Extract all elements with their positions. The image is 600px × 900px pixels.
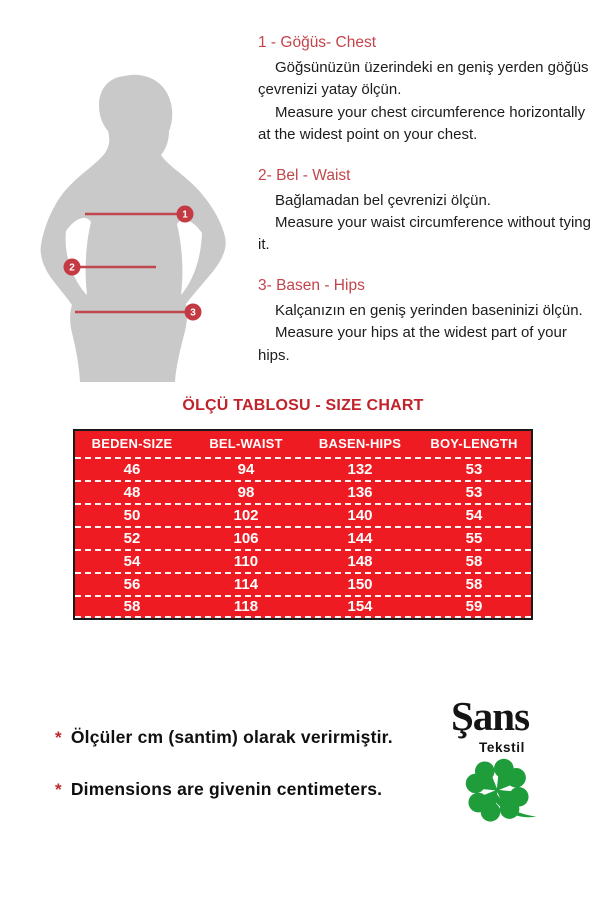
clover-icon — [458, 750, 538, 832]
cell-waist: 102 — [233, 507, 259, 524]
cell-size: 58 — [123, 598, 141, 615]
body-measurement-figure — [35, 72, 235, 384]
waist-text-turkish: Bağlamadan bel çevrenizi ölçün. — [275, 191, 491, 209]
cell-size: 50 — [123, 507, 141, 524]
instruction-waist — [258, 166, 595, 257]
note-turkish-text: Ölçüler cm (santim) olarak verirmiştir. — [70, 727, 393, 747]
cell-size: 52 — [123, 530, 141, 547]
cell-hips: 148 — [347, 553, 373, 570]
cell-waist: 98 — [237, 484, 255, 501]
size-chart-title: ÖLÇÜ TABLOSU - SIZE CHART — [182, 397, 424, 414]
cell-hips: 144 — [347, 530, 373, 547]
header-basen-hips: BASEN-HIPS — [318, 436, 402, 451]
instruction-chest — [258, 33, 595, 147]
table-row — [75, 549, 531, 572]
cell-size: 56 — [123, 576, 141, 593]
cell-waist: 114 — [233, 576, 259, 593]
cell-length: 54 — [465, 507, 483, 524]
cell-waist: 94 — [237, 461, 255, 478]
badge-1-number: 1 — [182, 209, 188, 221]
note-english-text: Dimensions are givenin centimeters. — [70, 779, 383, 799]
cell-length: 59 — [465, 598, 483, 615]
asterisk-icon: * — [55, 780, 62, 799]
table-row — [75, 503, 531, 526]
cell-hips: 140 — [347, 507, 373, 524]
table-row — [75, 480, 531, 503]
cell-waist: 110 — [233, 553, 259, 570]
waist-text-english: Measure your waist circumference without tying it. — [258, 214, 591, 254]
size-chart-table — [73, 429, 533, 620]
cell-waist: 106 — [233, 530, 259, 547]
hips-text-turkish: Kalçanızın en geniş yerinden baseninizi ölçün. — [275, 301, 583, 319]
cell-waist: 118 — [233, 598, 259, 615]
badge-2-number: 2 — [69, 262, 75, 274]
cell-hips: 136 — [347, 484, 373, 501]
chest-text-english: Measure your chest circumference horizontally at the widest point on your chest. — [258, 103, 586, 144]
asterisk-icon: * — [55, 728, 62, 747]
hips-text-english: Measure your hips at the widest part of your hips. — [258, 324, 567, 364]
measurement-instructions — [258, 33, 595, 386]
table-row — [75, 595, 531, 618]
cell-hips: 132 — [347, 461, 373, 478]
cell-size: 48 — [123, 484, 141, 501]
badge-3-number: 3 — [190, 307, 196, 319]
cell-length: 58 — [465, 576, 483, 593]
brand-subtitle: Tekstil — [479, 740, 525, 755]
cell-length: 53 — [465, 484, 483, 501]
cell-length: 58 — [465, 553, 483, 570]
cell-length: 53 — [465, 461, 483, 478]
header-boy-length: BOY-LENGTH — [430, 436, 518, 451]
hips-heading: 3- Basen - Hips — [258, 276, 365, 294]
cell-size: 46 — [123, 461, 141, 478]
chest-text-turkish: Göğsünüzün üzerindeki en geniş yerden göğüs çevrenizi yatay ölçün. — [258, 59, 589, 99]
cell-hips: 150 — [347, 576, 373, 593]
header-beden-size: BEDEN-SIZE — [91, 436, 173, 451]
note-english — [55, 779, 382, 800]
instruction-hips — [258, 276, 595, 367]
cell-length: 55 — [465, 530, 483, 547]
table-row — [75, 572, 531, 595]
cell-size: 54 — [123, 553, 141, 570]
cell-hips: 154 — [347, 598, 373, 615]
waist-heading: 2- Bel - Waist — [258, 166, 351, 184]
brand-name: Şans — [451, 693, 530, 739]
table-row — [75, 457, 531, 480]
header-bel-waist: BEL-WAIST — [209, 436, 283, 451]
note-turkish — [55, 727, 393, 748]
chest-heading: 1 - Göğüs- Chest — [258, 34, 377, 51]
table-row — [75, 526, 531, 549]
table-header-row — [75, 431, 531, 457]
